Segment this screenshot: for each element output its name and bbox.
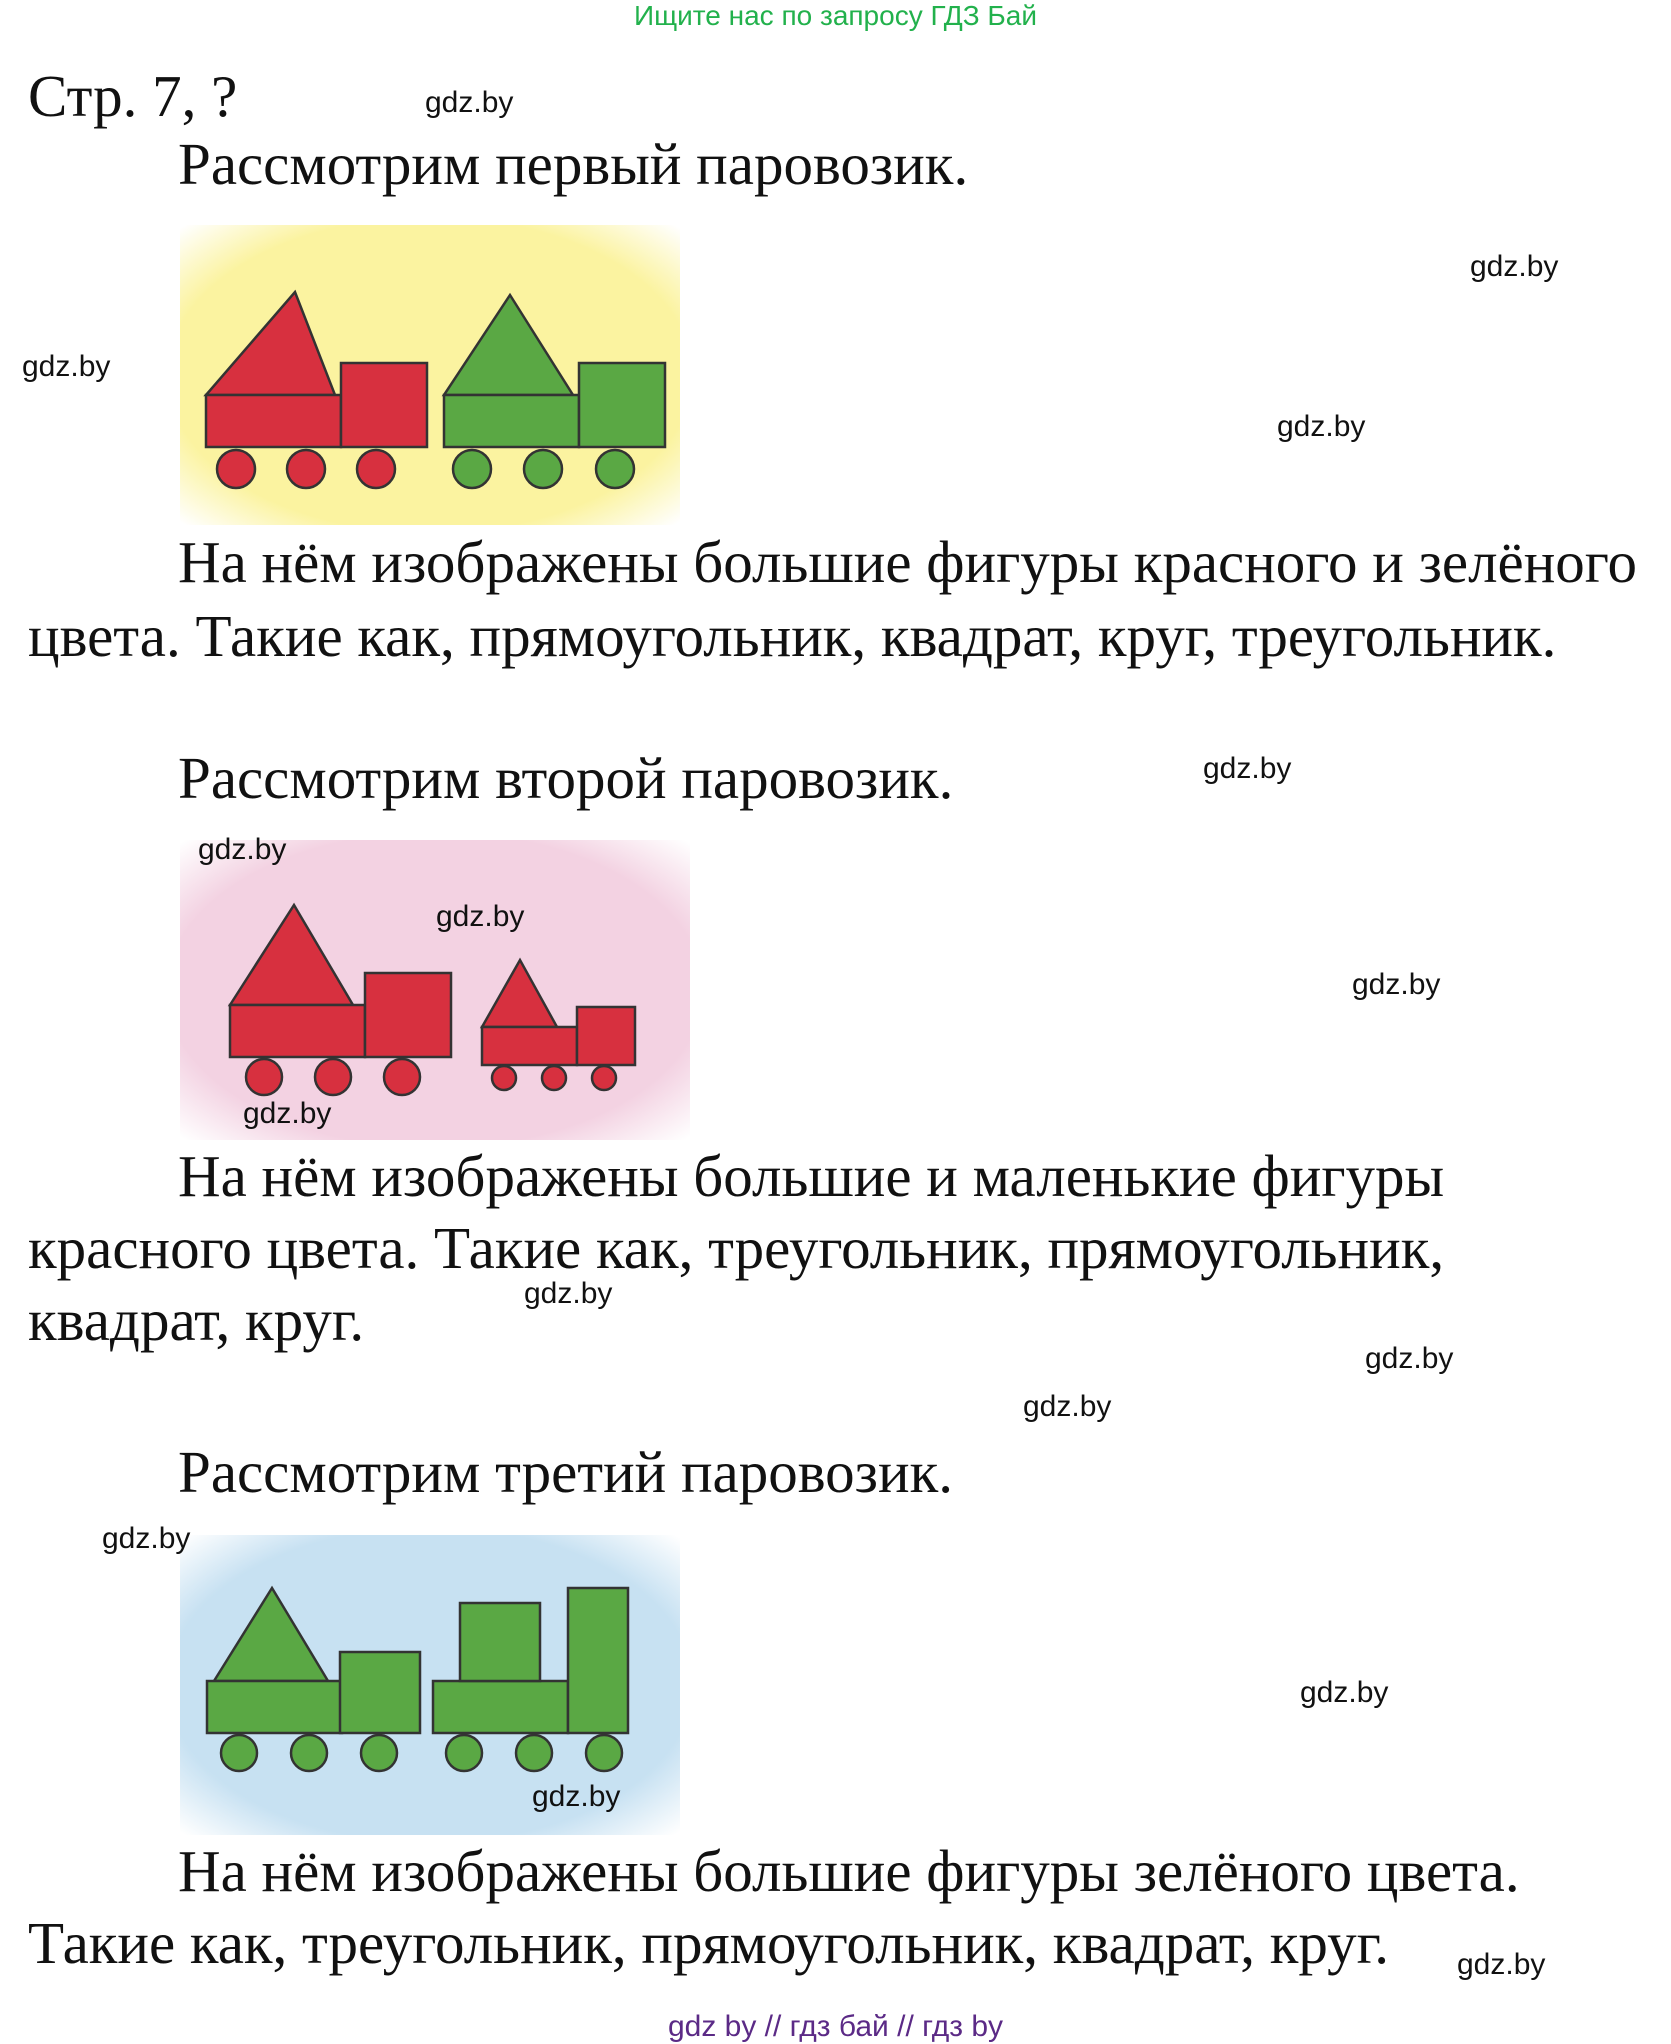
watermark: gdz.by [1470, 250, 1559, 283]
green-square [460, 1603, 540, 1681]
section-2-line-2: красного цвета. Такие как, треугольник, прямоугольник, [28, 1215, 1445, 1281]
green-circle [361, 1735, 397, 1771]
green-rectangle [444, 395, 579, 447]
large-red-circle [246, 1059, 282, 1095]
green-square [579, 363, 665, 447]
train-1-image [180, 225, 680, 525]
green-circle [524, 450, 562, 488]
green-circle [516, 1735, 552, 1771]
watermark: gdz.by [102, 1522, 191, 1555]
footer-links[interactable]: gdz by // гдз бай // гдз by [667, 2010, 1004, 2043]
section-1-line-2: цвета. Такие как, прямоугольник, квадрат, круг, треугольник. [28, 603, 1557, 669]
green-circle [221, 1735, 257, 1771]
section-2-line-3: квадрат, круг. [28, 1287, 365, 1353]
watermark: gdz.by [524, 1277, 613, 1310]
green-rectangle [433, 1681, 568, 1733]
section-2-intro: Рассмотрим второй паровозик. [178, 745, 954, 811]
small-red-circle [542, 1066, 566, 1090]
red-rectangle [206, 395, 341, 447]
red-circle [217, 450, 255, 488]
green-circle [453, 450, 491, 488]
large-red-circle [315, 1059, 351, 1095]
train-2-image [180, 840, 690, 1140]
green-circle [291, 1735, 327, 1771]
watermark: gdz.by [1300, 1676, 1389, 1709]
section-3-line-1: На нём изображены большие фигуры зелёного цвета. [178, 1838, 1520, 1904]
watermark: gdz.by [22, 350, 111, 383]
small-red-rectangle [482, 1027, 577, 1065]
large-red-rectangle [230, 1005, 365, 1057]
large-red-circle [384, 1059, 420, 1095]
watermark: gdz.by [436, 900, 525, 933]
watermark: gdz.by [243, 1097, 332, 1130]
section-3-intro: Рассмотрим третий паровозик. [178, 1439, 953, 1505]
section-1-intro: Рассмотрим первый паровозик. [178, 131, 969, 197]
watermark: gdz.by [1203, 752, 1292, 785]
watermark: gdz.by [1352, 968, 1441, 1001]
section-2-line-1: На нём изображены большие и маленькие фигуры [178, 1143, 1445, 1209]
red-square [341, 363, 427, 447]
section-1-line-1: На нём изображены большие фигуры красного и зелёного [178, 529, 1638, 595]
watermark: gdz.by [198, 833, 287, 866]
green-tall-rectangle [568, 1588, 628, 1733]
watermark: gdz.by [1457, 1948, 1546, 1981]
section-3-line-2: Такие как, треугольник, прямоугольник, квадрат, круг. [28, 1910, 1389, 1976]
green-circle [596, 450, 634, 488]
small-red-circle [492, 1066, 516, 1090]
watermark: gdz.by [1277, 410, 1366, 443]
green-square [340, 1652, 420, 1733]
page-heading: Стр. 7, ? [28, 63, 238, 129]
large-red-square [365, 973, 451, 1057]
small-red-circle [592, 1066, 616, 1090]
green-circle [446, 1735, 482, 1771]
watermark: gdz.by [425, 86, 514, 119]
green-circle [586, 1735, 622, 1771]
watermark: gdz.by [532, 1780, 621, 1813]
green-rectangle [207, 1681, 342, 1733]
search-banner[interactable]: Ищите нас по запросу ГДЗ Бай [633, 0, 1038, 31]
small-red-square [577, 1007, 635, 1065]
red-circle [287, 450, 325, 488]
red-circle [357, 450, 395, 488]
watermark: gdz.by [1365, 1342, 1454, 1375]
watermark: gdz.by [1023, 1390, 1112, 1423]
